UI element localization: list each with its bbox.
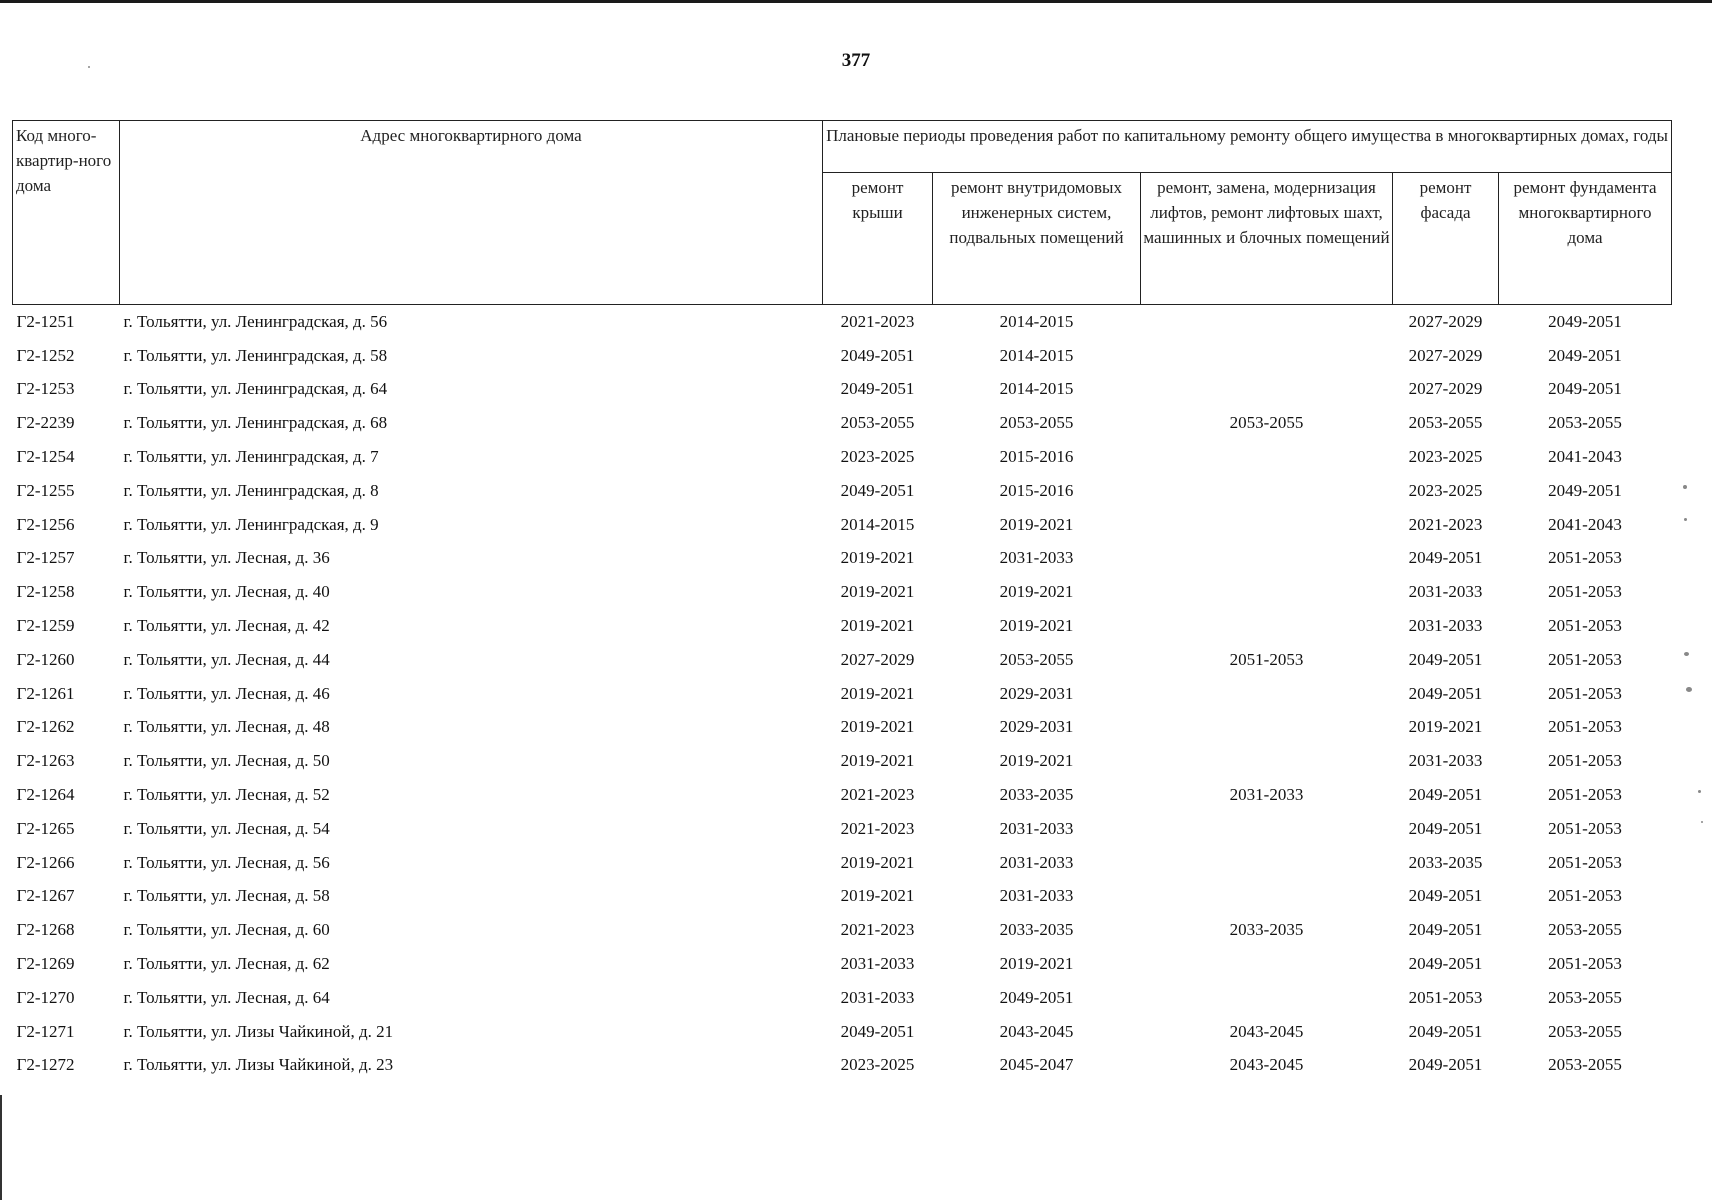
cell-roof: 2019-2021 <box>840 751 915 771</box>
cell-roof: 2049-2051 <box>840 379 915 399</box>
cell-facade: 2019-2021 <box>1408 717 1483 737</box>
cell-elevators <box>1141 339 1393 373</box>
cell-roof: 2023-2025 <box>840 447 915 467</box>
table-row <box>13 406 1672 440</box>
cell-facade: 2031-2033 <box>1408 751 1483 771</box>
cell-roof: 2019-2021 <box>840 582 915 602</box>
cell-facade: 2027-2029 <box>1408 379 1483 399</box>
cell-address: г. Тольятти, ул. Лесная, д. 42 <box>123 616 330 636</box>
cell-facade: 2049-2051 <box>1408 818 1483 838</box>
cell-roof: 2053-2055 <box>840 413 915 433</box>
cell-facade: 2033-2035 <box>1408 852 1483 872</box>
cell-roof: 2019-2021 <box>840 683 915 703</box>
table-row <box>13 778 1672 812</box>
cell-engineering: 2014-2015 <box>999 379 1074 399</box>
cell-foundation: 2053-2055 <box>1548 1021 1622 1041</box>
cell-engineering: 2053-2055 <box>999 649 1074 669</box>
cell-foundation: 2049-2051 <box>1548 379 1622 399</box>
cell-engineering: 2043-2045 <box>999 1021 1074 1041</box>
cell-roof: 2021-2023 <box>840 311 915 331</box>
cell-foundation: 2049-2051 <box>1548 345 1622 365</box>
cell-code: Г2-1271 <box>16 1021 75 1041</box>
cell-roof: 2027-2029 <box>840 649 915 669</box>
table-row <box>13 1049 1672 1083</box>
table-row <box>13 373 1672 407</box>
cell-engineering: 2014-2015 <box>999 345 1074 365</box>
cell-facade: 2049-2051 <box>1408 886 1483 906</box>
cell-roof: 2021-2023 <box>840 785 915 805</box>
scan-speck <box>1686 687 1692 692</box>
cell-elevators <box>1141 542 1393 576</box>
header-elevators: ремонт, замена, модернизация лифтов, ремонт лифтовых шахт, машинных и блочных помещений <box>1141 173 1393 305</box>
cell-foundation: 2053-2055 <box>1548 413 1622 433</box>
cell-engineering: 2029-2031 <box>999 717 1074 737</box>
table-row <box>13 981 1672 1015</box>
cell-address: г. Тольятти, ул. Лизы Чайкиной, д. 23 <box>123 1055 394 1075</box>
header-code: Код много-квартир-ного дома <box>13 121 120 305</box>
table-row <box>13 339 1672 373</box>
cell-engineering: 2053-2055 <box>999 413 1074 433</box>
table-row <box>13 812 1672 846</box>
cell-roof: 2049-2051 <box>840 345 915 365</box>
cell-foundation: 2051-2053 <box>1548 852 1622 872</box>
cell-facade: 2021-2023 <box>1408 514 1483 534</box>
cell-facade: 2023-2025 <box>1408 480 1483 500</box>
cell-roof: 2014-2015 <box>840 514 915 534</box>
cell-address: г. Тольятти, ул. Лесная, д. 46 <box>123 683 330 703</box>
cell-facade: 2031-2033 <box>1408 582 1483 602</box>
cell-facade: 2049-2051 <box>1408 920 1483 940</box>
cell-code: Г2-1251 <box>16 311 75 331</box>
cell-engineering: 2031-2033 <box>999 886 1074 906</box>
cell-code: Г2-1270 <box>16 987 75 1007</box>
cell-code: Г2-2239 <box>16 413 75 433</box>
cell-engineering: 2033-2035 <box>999 785 1074 805</box>
table-row <box>13 542 1672 576</box>
cell-address: г. Тольятти, ул. Лесная, д. 62 <box>123 954 330 974</box>
cell-engineering: 2019-2021 <box>999 954 1074 974</box>
cell-elevators <box>1141 305 1393 339</box>
cell-roof: 2021-2023 <box>840 920 915 940</box>
scan-speck <box>1684 518 1687 521</box>
cell-address: г. Тольятти, ул. Ленинградская, д. 58 <box>123 345 388 365</box>
cell-facade: 2031-2033 <box>1408 616 1483 636</box>
cell-foundation: 2053-2055 <box>1548 920 1622 940</box>
cell-facade: 2027-2029 <box>1408 311 1483 331</box>
cell-roof: 2019-2021 <box>840 717 915 737</box>
table-row <box>13 913 1672 947</box>
cell-address: г. Тольятти, ул. Лесная, д. 48 <box>123 717 330 737</box>
header-engineering: ремонт внутридомовых инженерных систем, подвальных помещений <box>933 173 1141 305</box>
cell-engineering: 2031-2033 <box>999 818 1074 838</box>
cell-code: Г2-1267 <box>16 886 75 906</box>
cell-facade: 2027-2029 <box>1408 345 1483 365</box>
cell-elevators <box>1141 981 1393 1015</box>
scan-speck <box>1701 821 1703 823</box>
cell-foundation: 2041-2043 <box>1548 514 1622 534</box>
cell-address: г. Тольятти, ул. Лизы Чайкиной, д. 21 <box>123 1021 394 1041</box>
table-row <box>13 609 1672 643</box>
cell-engineering: 2019-2021 <box>999 616 1074 636</box>
cell-engineering: 2033-2035 <box>999 920 1074 940</box>
cell-roof: 2019-2021 <box>840 548 915 568</box>
cell-foundation: 2051-2053 <box>1548 785 1622 805</box>
cell-engineering: 2045-2047 <box>999 1055 1074 1075</box>
header-periods-group: Плановые периоды проведения работ по капитальному ремонту общего имущества в многоквартирных домах, годы <box>823 121 1672 173</box>
cell-foundation: 2053-2055 <box>1548 987 1622 1007</box>
cell-elevators <box>1141 677 1393 711</box>
cell-address: г. Тольятти, ул. Ленинградская, д. 68 <box>123 413 388 433</box>
cell-code: Г2-1252 <box>16 345 75 365</box>
cell-roof: 2023-2025 <box>840 1055 915 1075</box>
cell-foundation: 2051-2053 <box>1548 582 1622 602</box>
cell-code: Г2-1265 <box>16 818 75 838</box>
cell-foundation: 2051-2053 <box>1548 886 1622 906</box>
table-row <box>13 711 1672 745</box>
cell-roof: 2031-2033 <box>840 987 915 1007</box>
cell-roof: 2049-2051 <box>840 1021 915 1041</box>
cell-address: г. Тольятти, ул. Лесная, д. 44 <box>123 649 330 669</box>
cell-facade: 2051-2053 <box>1408 987 1483 1007</box>
cell-code: Г2-1260 <box>16 649 75 669</box>
cell-elevators <box>1141 744 1393 778</box>
cell-facade: 2049-2051 <box>1408 954 1483 974</box>
cell-elevators <box>1141 508 1393 542</box>
header-roof: ремонт крыши <box>823 173 933 305</box>
cell-engineering: 2019-2021 <box>999 751 1074 771</box>
cell-address: г. Тольятти, ул. Лесная, д. 36 <box>123 548 330 568</box>
cell-code: Г2-1259 <box>16 616 75 636</box>
cell-code: Г2-1254 <box>16 447 75 467</box>
cell-address: г. Тольятти, ул. Ленинградская, д. 64 <box>123 379 388 399</box>
cell-address: г. Тольятти, ул. Лесная, д. 52 <box>123 785 330 805</box>
cell-engineering: 2015-2016 <box>999 447 1074 467</box>
cell-foundation: 2053-2055 <box>1548 1055 1622 1075</box>
header-foundation: ремонт фундамента многоквартирного дома <box>1499 173 1672 305</box>
cell-address: г. Тольятти, ул. Ленинградская, д. 8 <box>123 480 379 500</box>
cell-foundation: 2051-2053 <box>1548 683 1622 703</box>
cell-address: г. Тольятти, ул. Лесная, д. 40 <box>123 582 330 602</box>
cell-roof: 2049-2051 <box>840 480 915 500</box>
cell-foundation: 2051-2053 <box>1548 818 1622 838</box>
cell-code: Г2-1266 <box>16 852 75 872</box>
cell-elevators: 2043-2045 <box>1229 1055 1304 1075</box>
left-edge-line <box>0 1095 2 1200</box>
cell-facade: 2049-2051 <box>1408 1021 1483 1041</box>
cell-elevators <box>1141 440 1393 474</box>
table-row <box>13 474 1672 508</box>
table-row <box>13 508 1672 542</box>
cell-address: г. Тольятти, ул. Лесная, д. 50 <box>123 751 330 771</box>
cell-facade: 2049-2051 <box>1408 649 1483 669</box>
cell-facade: 2049-2051 <box>1408 683 1483 703</box>
table-row <box>13 1015 1672 1049</box>
cell-roof: 2019-2021 <box>840 616 915 636</box>
cell-engineering: 2031-2033 <box>999 852 1074 872</box>
cell-engineering: 2019-2021 <box>999 514 1074 534</box>
cell-elevators <box>1141 880 1393 914</box>
cell-address: г. Тольятти, ул. Лесная, д. 56 <box>123 852 330 872</box>
cell-elevators <box>1141 474 1393 508</box>
cell-elevators: 2033-2035 <box>1229 920 1304 940</box>
cell-elevators: 2031-2033 <box>1229 785 1304 805</box>
header-address: Адрес многоквартирного дома <box>120 121 823 305</box>
cell-facade: 2049-2051 <box>1408 548 1483 568</box>
cell-foundation: 2051-2053 <box>1548 717 1622 737</box>
cell-roof: 2021-2023 <box>840 818 915 838</box>
scan-speck <box>88 66 90 68</box>
cell-code: Г2-1256 <box>16 514 75 534</box>
cell-engineering: 2049-2051 <box>999 987 1074 1007</box>
cell-roof: 2019-2021 <box>840 852 915 872</box>
cell-foundation: 2049-2051 <box>1548 311 1622 331</box>
cell-elevators <box>1141 609 1393 643</box>
cell-facade: 2053-2055 <box>1408 413 1483 433</box>
table-row <box>13 305 1672 339</box>
table-body <box>13 305 1672 1083</box>
cell-code: Г2-1262 <box>16 717 75 737</box>
cell-address: г. Тольятти, ул. Ленинградская, д. 9 <box>123 514 379 534</box>
table-row <box>13 643 1672 677</box>
cell-elevators <box>1141 575 1393 609</box>
cell-elevators <box>1141 373 1393 407</box>
cell-code: Г2-1253 <box>16 379 75 399</box>
table-row <box>13 575 1672 609</box>
cell-address: г. Тольятти, ул. Ленинградская, д. 56 <box>123 311 388 331</box>
cell-elevators: 2053-2055 <box>1229 413 1304 433</box>
table-row <box>13 440 1672 474</box>
cell-foundation: 2051-2053 <box>1548 954 1622 974</box>
cell-address: г. Тольятти, ул. Лесная, д. 64 <box>123 987 330 1007</box>
capital-repair-table <box>12 120 1672 1082</box>
cell-foundation: 2049-2051 <box>1548 480 1622 500</box>
cell-elevators <box>1141 846 1393 880</box>
cell-code: Г2-1272 <box>16 1055 75 1075</box>
scan-speck <box>1698 790 1701 793</box>
table-row <box>13 744 1672 778</box>
cell-address: г. Тольятти, ул. Лесная, д. 60 <box>123 920 330 940</box>
cell-code: Г2-1263 <box>16 751 75 771</box>
header-row-1 <box>13 121 1672 173</box>
cell-elevators <box>1141 711 1393 745</box>
cell-code: Г2-1269 <box>16 954 75 974</box>
cell-elevators: 2051-2053 <box>1229 649 1304 669</box>
cell-engineering: 2015-2016 <box>999 480 1074 500</box>
cell-engineering: 2031-2033 <box>999 548 1074 568</box>
cell-code: Г2-1268 <box>16 920 75 940</box>
cell-code: Г2-1264 <box>16 785 75 805</box>
scan-speck <box>1683 485 1687 489</box>
cell-address: г. Тольятти, ул. Лесная, д. 58 <box>123 886 330 906</box>
cell-code: Г2-1258 <box>16 582 75 602</box>
cell-foundation: 2051-2053 <box>1548 649 1622 669</box>
scan-speck <box>1684 652 1689 656</box>
table-row <box>13 846 1672 880</box>
cell-engineering: 2019-2021 <box>999 582 1074 602</box>
header-facade: ремонт фасада <box>1393 173 1499 305</box>
table-row <box>13 880 1672 914</box>
page-number: 377 <box>841 50 871 71</box>
top-border-line <box>0 0 1712 3</box>
cell-foundation: 2051-2053 <box>1548 616 1622 636</box>
cell-facade: 2023-2025 <box>1408 447 1483 467</box>
cell-elevators: 2043-2045 <box>1229 1021 1304 1041</box>
cell-code: Г2-1261 <box>16 683 75 703</box>
cell-address: г. Тольятти, ул. Лесная, д. 54 <box>123 818 330 838</box>
cell-roof: 2031-2033 <box>840 954 915 974</box>
table-row <box>13 677 1672 711</box>
cell-elevators <box>1141 947 1393 981</box>
cell-engineering: 2029-2031 <box>999 683 1074 703</box>
cell-elevators <box>1141 812 1393 846</box>
cell-engineering: 2014-2015 <box>999 311 1074 331</box>
cell-code: Г2-1257 <box>16 548 75 568</box>
table-row <box>13 947 1672 981</box>
cell-foundation: 2041-2043 <box>1548 447 1622 467</box>
cell-code: Г2-1255 <box>16 480 75 500</box>
cell-facade: 2049-2051 <box>1408 785 1483 805</box>
cell-roof: 2019-2021 <box>840 886 915 906</box>
cell-foundation: 2051-2053 <box>1548 548 1622 568</box>
cell-address: г. Тольятти, ул. Ленинградская, д. 7 <box>123 447 379 467</box>
cell-facade: 2049-2051 <box>1408 1055 1483 1075</box>
cell-foundation: 2051-2053 <box>1548 751 1622 771</box>
